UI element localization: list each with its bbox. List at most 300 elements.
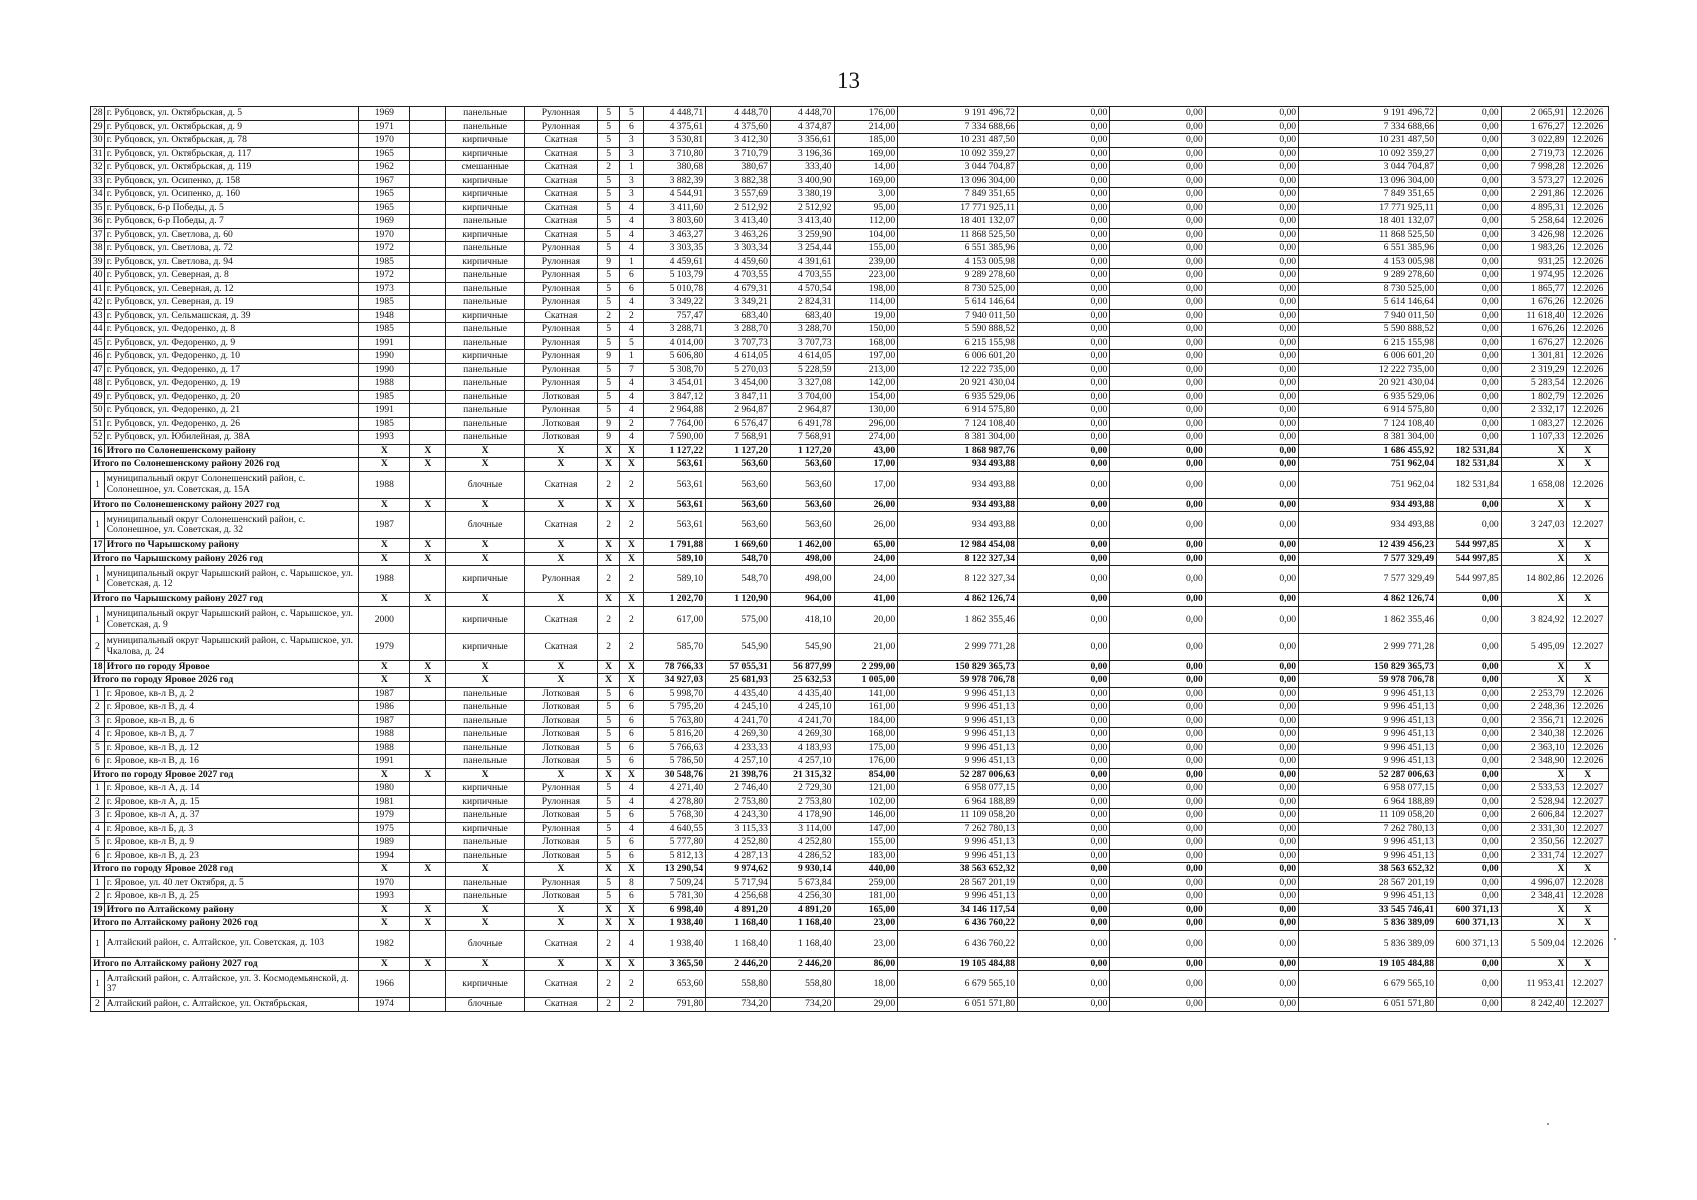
cell-specific-cost: 3 824,92 [1501,606,1567,633]
cell-area-residential: 2 824,31 [770,296,834,310]
cell-specific-cost: X [1501,863,1567,877]
cell-total-cost: 17 771 925,11 [898,201,1018,215]
cell-floors: 5 [598,822,620,836]
cell-row-number: 2 [91,890,105,904]
cell-entrances: 6 [620,809,643,823]
cell-total-area: 4 459,61 [643,255,706,269]
cell-roof-type: Лотковая [524,390,597,404]
cell-funds-regional: 0,00 [1110,107,1205,121]
cell-specific-cost: 931,25 [1501,255,1567,269]
cell-wall-material: панельные [446,404,524,418]
cell-residents: 23,00 [834,930,898,957]
cell-residents: 20,00 [834,606,898,633]
cell-roof-type: X [524,552,597,566]
cell-blank-col: X [410,552,446,566]
cell-row-number: 36 [91,215,105,229]
cell-year-built: 1993 [359,431,410,445]
table-row [91,242,1609,256]
cell-area-residential: 418,10 [770,606,834,633]
total-row [91,674,1609,688]
cell-year-built: 1987 [359,687,410,701]
cell-area-residential: 4 448,70 [770,107,834,121]
cell-funds-owners: 7 577 329,49 [1299,552,1437,566]
cell-funds-local: 0,00 [1205,417,1298,431]
cell-residents: 14,00 [834,161,898,175]
cell-residents: 213,00 [834,363,898,377]
cell-address: г. Яровое, кв-л Б, д. 3 [104,822,359,836]
cell-floors: X [598,863,620,877]
cell-floors: 5 [598,269,620,283]
cell-specific-cost: 3 022,89 [1501,134,1567,148]
cell-funds-owners: 2 999 771,28 [1299,633,1437,660]
cell-specific-cost: X [1501,539,1567,553]
cell-entrances: 4 [620,242,643,256]
cell-row-number: 16 [91,444,105,458]
cell-funds-local: 0,00 [1205,539,1298,553]
cell-address: г. Рубцовск, ул. Федоренко, д. 10 [104,350,359,364]
cell-funds-regional: 0,00 [1110,444,1205,458]
cell-roof-type: Скатная [524,633,597,660]
cell-funds-other: 0,00 [1437,606,1502,633]
cell-roof-type: Рулонная [524,120,597,134]
cell-funds-owners: 1 686 455,92 [1299,444,1437,458]
table-row [91,890,1609,904]
cell-total-cost: 7 940 011,50 [898,309,1018,323]
cell-funds-owners: 38 563 652,32 [1299,863,1437,877]
cell-total-area: 3 882,39 [643,174,706,188]
cell-entrances: 2 [620,633,643,660]
cell-year-built: 1970 [359,134,410,148]
cell-floors: X [598,674,620,688]
cell-funds-regional: 0,00 [1110,458,1205,472]
cell-roof-type: Рулонная [524,282,597,296]
cell-funds-other: 0,00 [1437,809,1502,823]
cell-funds-regional: 0,00 [1110,255,1205,269]
total-label: Итого по Солонешенскому району 2026 год [91,458,359,472]
cell-area-premises: 3 710,79 [706,147,771,161]
cell-funds-local: 0,00 [1205,161,1298,175]
cell-residents: 24,00 [834,552,898,566]
cell-floors: 5 [598,228,620,242]
cell-row-number: 44 [91,323,105,337]
subtotal-row [91,444,1609,458]
cell-specific-cost: 1 107,33 [1501,431,1567,445]
cell-year-built: 1975 [359,822,410,836]
cell-specific-cost: 3 573,27 [1501,174,1567,188]
cell-funds-federal: 0,00 [1018,998,1110,1012]
cell-planned-term: X [1567,539,1609,553]
cell-area-residential: 563,60 [770,498,834,512]
cell-entrances: 4 [620,782,643,796]
cell-funds-other: 0,00 [1437,228,1502,242]
cell-residents: 41,00 [834,593,898,607]
cell-floors: 2 [598,971,620,998]
cell-total-area: 1 791,88 [643,539,706,553]
cell-entrances: 4 [620,795,643,809]
cell-funds-local: 0,00 [1205,147,1298,161]
cell-residents: 21,00 [834,633,898,660]
cell-funds-local: 0,00 [1205,768,1298,782]
cell-funds-owners: 8 381 304,00 [1299,431,1437,445]
cell-funds-regional: 0,00 [1110,471,1205,498]
cell-area-premises: 4 243,30 [706,809,771,823]
cell-specific-cost: 4 895,31 [1501,201,1567,215]
cell-total-cost: 6 051 571,80 [898,998,1018,1012]
cell-planned-term: 12.2026 [1567,336,1609,350]
cell-funds-local: 0,00 [1205,849,1298,863]
cell-row-number: 51 [91,417,105,431]
cell-residents: 23,00 [834,917,898,931]
cell-total-area: 4 271,40 [643,782,706,796]
cell-funds-owners: 9 996 451,13 [1299,714,1437,728]
cell-row-number: 1 [91,471,105,498]
cell-planned-term: 12.2026 [1567,228,1609,242]
cell-roof-type: X [524,458,597,472]
cell-funds-owners: 7 124 108,40 [1299,417,1437,431]
cell-total-cost: 9 996 451,13 [898,755,1018,769]
cell-funds-other: 0,00 [1437,174,1502,188]
cell-funds-other: 0,00 [1437,674,1502,688]
cell-funds-other: 0,00 [1437,215,1502,229]
cell-area-residential: 1 462,00 [770,539,834,553]
cell-floors: 2 [598,471,620,498]
cell-wall-material: панельные [446,809,524,823]
cell-funds-other: 0,00 [1437,336,1502,350]
cell-planned-term: X [1567,593,1609,607]
cell-funds-owners: 6 679 565,10 [1299,971,1437,998]
cell-year-built: X [359,539,410,553]
subtotal-row [91,903,1609,917]
cell-funds-owners: 3 044 704,87 [1299,161,1437,175]
cell-funds-federal: 0,00 [1018,782,1110,796]
cell-planned-term: 12.2026 [1567,282,1609,296]
cell-area-residential: 4 178,90 [770,809,834,823]
cell-year-built: 1965 [359,147,410,161]
cell-funds-local: 0,00 [1205,296,1298,310]
cell-entrances: 4 [620,930,643,957]
cell-funds-local: 0,00 [1205,431,1298,445]
cell-total-area: 1 938,40 [643,930,706,957]
cell-area-residential: 2 964,87 [770,404,834,418]
cell-specific-cost: 2 291,86 [1501,188,1567,202]
cell-row-number: 4 [91,822,105,836]
cell-blank-col [410,309,446,323]
cell-area-premises: 3 349,21 [706,296,771,310]
cell-area-residential: 498,00 [770,566,834,593]
cell-year-built: X [359,498,410,512]
scan-speck [1614,938,1616,940]
cell-row-number: 1 [91,606,105,633]
cell-total-area: 5 816,20 [643,728,706,742]
cell-address: Итого по городу Яровое [104,660,359,674]
cell-funds-local: 0,00 [1205,174,1298,188]
cell-area-premises: 563,60 [706,458,771,472]
table-row [91,998,1609,1012]
cell-wall-material: X [446,903,524,917]
cell-funds-local: 0,00 [1205,782,1298,796]
cell-floors: 5 [598,404,620,418]
cell-total-area: 3 411,60 [643,201,706,215]
cell-funds-federal: 0,00 [1018,390,1110,404]
cell-area-premises: 545,90 [706,633,771,660]
cell-residents: 155,00 [834,242,898,256]
cell-total-cost: 12 984 454,08 [898,539,1018,553]
cell-total-cost: 7 334 688,66 [898,120,1018,134]
cell-total-cost: 6 006 601,20 [898,350,1018,364]
cell-funds-local: 0,00 [1205,228,1298,242]
cell-entrances: 8 [620,876,643,890]
cell-wall-material: панельные [446,336,524,350]
cell-funds-local: 0,00 [1205,687,1298,701]
cell-wall-material: X [446,863,524,877]
cell-total-cost: 934 493,88 [898,471,1018,498]
cell-funds-regional: 0,00 [1110,134,1205,148]
cell-total-cost: 11 868 525,50 [898,228,1018,242]
cell-funds-local: 0,00 [1205,134,1298,148]
cell-area-residential: 545,90 [770,633,834,660]
cell-funds-federal: 0,00 [1018,701,1110,715]
cell-total-area: 5 998,70 [643,687,706,701]
cell-wall-material: панельные [446,755,524,769]
cell-funds-local: 0,00 [1205,201,1298,215]
cell-blank-col [410,161,446,175]
cell-total-area: 4 375,61 [643,120,706,134]
cell-total-cost: 6 215 155,98 [898,336,1018,350]
cell-area-premises: 3 463,26 [706,228,771,242]
cell-funds-owners: 7 334 688,66 [1299,120,1437,134]
cell-roof-type: Лотковая [524,687,597,701]
cell-year-built: X [359,957,410,971]
cell-planned-term: 12.2026 [1567,741,1609,755]
cell-planned-term: 12.2027 [1567,849,1609,863]
cell-blank-col: X [410,498,446,512]
cell-row-number: 46 [91,350,105,364]
cell-planned-term: 12.2027 [1567,633,1609,660]
cell-total-cost: 13 096 304,00 [898,174,1018,188]
cell-blank-col [410,701,446,715]
cell-total-cost: 10 092 359,27 [898,147,1018,161]
cell-planned-term: 12.2026 [1567,755,1609,769]
cell-row-number: 42 [91,296,105,310]
cell-funds-federal: 0,00 [1018,255,1110,269]
cell-blank-col [410,795,446,809]
cell-area-premises: 734,20 [706,998,771,1012]
cell-funds-local: 0,00 [1205,269,1298,283]
cell-year-built: 1971 [359,120,410,134]
cell-roof-type: Лотковая [524,431,597,445]
cell-specific-cost: 11 953,41 [1501,971,1567,998]
cell-funds-owners: 934 493,88 [1299,512,1437,539]
cell-roof-type: Рулонная [524,350,597,364]
cell-planned-term: 12.2026 [1567,309,1609,323]
table-row [91,161,1609,175]
cell-total-area: 5 010,78 [643,282,706,296]
cell-funds-owners: 19 105 484,88 [1299,957,1437,971]
cell-total-area: 5 308,70 [643,363,706,377]
cell-area-premises: 4 891,20 [706,903,771,917]
cell-residents: 1 005,00 [834,674,898,688]
cell-funds-regional: 0,00 [1110,174,1205,188]
cell-entrances: X [620,444,643,458]
cell-planned-term: X [1567,957,1609,971]
cell-blank-col [410,336,446,350]
cell-funds-owners: 6 551 385,96 [1299,242,1437,256]
total-label: Итого по Солонешенскому району 2027 год [91,498,359,512]
table-row [91,134,1609,148]
cell-funds-federal: 0,00 [1018,876,1110,890]
cell-funds-other: 0,00 [1437,323,1502,337]
cell-entrances: 3 [620,134,643,148]
cell-area-premises: 548,70 [706,552,771,566]
cell-floors: 5 [598,174,620,188]
cell-roof-type: Лотковая [524,836,597,850]
cell-floors: 5 [598,134,620,148]
cell-blank-col [410,107,446,121]
cell-funds-other: 0,00 [1437,309,1502,323]
cell-year-built: X [359,552,410,566]
cell-year-built: 1970 [359,876,410,890]
cell-funds-other: 0,00 [1437,255,1502,269]
cell-funds-owners: 9 996 451,13 [1299,836,1437,850]
cell-entrances: X [620,458,643,472]
cell-funds-other: 0,00 [1437,431,1502,445]
cell-wall-material: кирпичные [446,255,524,269]
cell-wall-material: панельные [446,687,524,701]
cell-roof-type: Лотковая [524,809,597,823]
cell-funds-owners: 4 862 126,74 [1299,593,1437,607]
cell-residents: 197,00 [834,350,898,364]
cell-blank-col [410,255,446,269]
cell-blank-col: X [410,660,446,674]
table-row [91,174,1609,188]
cell-funds-owners: 10 092 359,27 [1299,147,1437,161]
total-label: Итого по городу Яровое 2027 год [91,768,359,782]
cell-funds-owners: 6 051 571,80 [1299,998,1437,1012]
cell-residents: 183,00 [834,849,898,863]
cell-total-area: 653,60 [643,971,706,998]
cell-residents: 176,00 [834,107,898,121]
cell-floors: 5 [598,795,620,809]
cell-residents: 150,00 [834,323,898,337]
table-row [91,404,1609,418]
cell-total-area: 7 509,24 [643,876,706,890]
cell-residents: 175,00 [834,741,898,755]
cell-funds-local: 0,00 [1205,863,1298,877]
cell-address: г. Яровое, кв-л А, д. 15 [104,795,359,809]
cell-address: г. Рубцовск, ул. Светлова, д. 94 [104,255,359,269]
cell-area-residential: 1 168,40 [770,930,834,957]
cell-residents: 169,00 [834,174,898,188]
cell-residents: 169,00 [834,147,898,161]
cell-funds-local: 0,00 [1205,728,1298,742]
cell-entrances: X [620,593,643,607]
cell-specific-cost: X [1501,917,1567,931]
cell-total-cost: 52 287 006,63 [898,768,1018,782]
cell-row-number: 5 [91,741,105,755]
cell-area-premises: 5 270,03 [706,363,771,377]
cell-total-cost: 8 730 525,00 [898,282,1018,296]
cell-funds-local: 0,00 [1205,377,1298,391]
cell-entrances: 4 [620,201,643,215]
cell-row-number: 1 [91,930,105,957]
cell-entrances: 6 [620,849,643,863]
cell-row-number: 43 [91,309,105,323]
cell-year-built: 1986 [359,701,410,715]
cell-row-number: 40 [91,269,105,283]
cell-blank-col [410,809,446,823]
cell-funds-other: 0,00 [1437,417,1502,431]
cell-funds-other: 182 531,84 [1437,471,1502,498]
cell-planned-term: 12.2026 [1567,566,1609,593]
table-row [91,566,1609,593]
cell-address: Алтайский район, с. Алтайское, ул. З. Космодемьянской, д. 37 [104,971,359,998]
cell-funds-other: 544 997,85 [1437,566,1502,593]
cell-planned-term: X [1567,552,1609,566]
cell-funds-federal: 0,00 [1018,593,1110,607]
cell-address: г. Рубцовск, ул. Октябрьская, д. 5 [104,107,359,121]
cell-funds-other: 0,00 [1437,795,1502,809]
cell-blank-col [410,890,446,904]
cell-roof-type: Лотковая [524,890,597,904]
cell-funds-federal: 0,00 [1018,755,1110,769]
total-row [91,593,1609,607]
cell-address: муниципальный округ Чарышский район, с. Чарышское, ул. Чкалова, д. 24 [104,633,359,660]
cell-funds-local: 0,00 [1205,741,1298,755]
cell-total-area: 7 590,00 [643,431,706,445]
cell-blank-col: X [410,768,446,782]
cell-total-area: 5 777,80 [643,836,706,850]
cell-planned-term: 12.2027 [1567,822,1609,836]
cell-total-area: 380,68 [643,161,706,175]
cell-wall-material: кирпичные [446,174,524,188]
cell-total-cost: 1 868 987,76 [898,444,1018,458]
cell-funds-regional: 0,00 [1110,957,1205,971]
cell-specific-cost: 2 331,74 [1501,849,1567,863]
cell-area-residential: 4 614,05 [770,350,834,364]
cell-funds-federal: 0,00 [1018,674,1110,688]
cell-residents: 147,00 [834,822,898,836]
cell-address: муниципальный округ Чарышский район, с. Чарышское, ул. Советская, д. 12 [104,566,359,593]
cell-funds-owners: 11 868 525,50 [1299,228,1437,242]
cell-funds-owners: 9 996 451,13 [1299,687,1437,701]
total-label: Итого по Алтайскому району 2026 год [91,917,359,931]
cell-funds-other: 0,00 [1437,728,1502,742]
cell-specific-cost: 1 974,95 [1501,269,1567,283]
cell-address: г. Рубцовск, ул. Октябрьская, д. 9 [104,120,359,134]
cell-blank-col [410,377,446,391]
cell-address: Итого по Алтайскому району [104,903,359,917]
cell-address: г. Рубцовск, ул. Юбилейная, д. 38А [104,431,359,445]
cell-year-built: X [359,917,410,931]
cell-residents: 223,00 [834,269,898,283]
cell-area-residential: 4 245,10 [770,701,834,715]
cell-floors: 5 [598,120,620,134]
cell-total-cost: 8 122 327,34 [898,566,1018,593]
cell-funds-regional: 0,00 [1110,350,1205,364]
cell-blank-col [410,512,446,539]
cell-wall-material: панельные [446,363,524,377]
cell-area-premises: 380,67 [706,161,771,175]
cell-residents: 168,00 [834,728,898,742]
cell-row-number: 2 [91,633,105,660]
cell-wall-material: панельные [446,701,524,715]
cell-total-area: 3 803,60 [643,215,706,229]
table-row [91,930,1609,957]
cell-roof-type: Скатная [524,188,597,202]
cell-entrances: 6 [620,890,643,904]
cell-residents: 155,00 [834,836,898,850]
cell-funds-other: 0,00 [1437,282,1502,296]
